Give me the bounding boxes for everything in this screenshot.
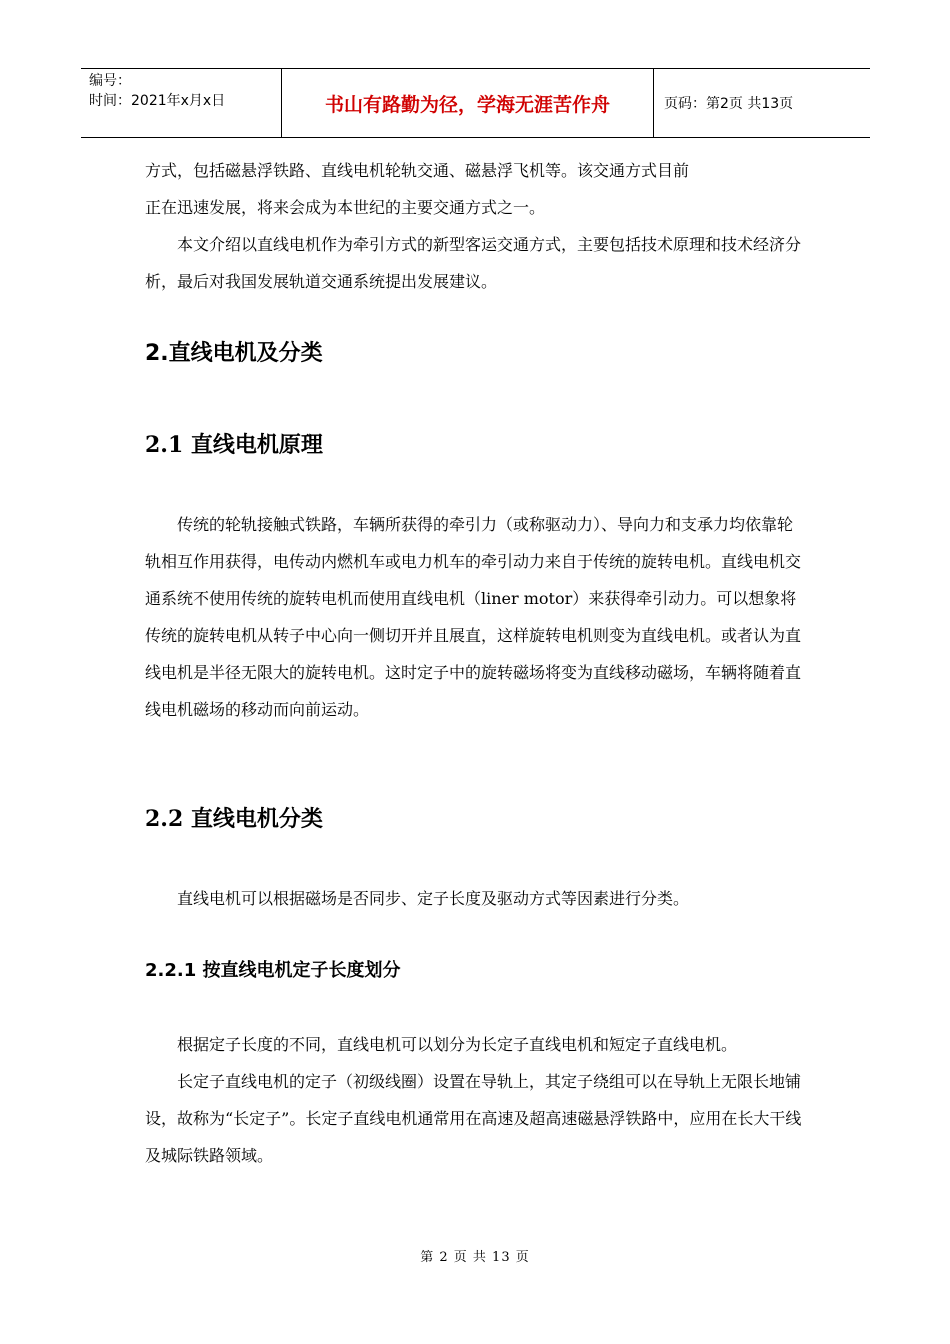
section-2-2-paragraph: 直线电机可以根据磁场是否同步、定子长度及驱动方式等因素进行分类。	[177, 889, 690, 908]
document-number-label: 编号：	[89, 73, 131, 89]
intro-paragraph-2: 本文介绍以直线电机作为牵引方式的新型客运交通方式，主要包括技术原理和技术经济分析，最后对我国发展轨道交通系统提出发展建议。	[145, 235, 802, 291]
intro-paragraph-1-line-1: 方式，包括磁悬浮铁路、直线电机轮轨交通、磁悬浮飞机等。该交通方式目前	[145, 161, 690, 180]
section-heading-2: 2.直线电机及分类	[145, 341, 323, 366]
header-page-info: 页码：第2页 共13页	[664, 96, 794, 112]
page-footer: 第 2 页 共 13 页	[420, 1250, 530, 1265]
section-2-2-heading-wrap	[145, 802, 807, 833]
section-2-2-1-paragraph-2: 长定子直线电机的定子（初级线圈）设置在导轨上，其定子绕组可以在导轨上无限长地铺设，故称为“长定子”。长定子直线电机通常用在高速及超高速磁悬浮铁路中，应用在长大干线及城际铁路领域。	[145, 1072, 802, 1165]
section-2-1-body	[145, 506, 807, 728]
section-2-2-body	[145, 880, 807, 917]
section-2-1-heading-wrap	[145, 428, 807, 459]
header-table	[81, 68, 870, 138]
header-meta-cell	[81, 69, 282, 137]
section-heading-2-2-1: 2.2.1 按直线电机定子长度划分	[145, 960, 401, 981]
intro-paragraph-1-line-2: 正在迅速发展，将来会成为本世纪的主要交通方式之一。	[145, 198, 546, 217]
section-2-2-1-paragraph-1: 根据定子长度的不同，直线电机可以划分为长定子直线电机和短定子直线电机。	[177, 1035, 738, 1054]
section-2-1-paragraph: 传统的轮轨接触式铁路，车辆所获得的牵引力（或称驱动力）、导向力和支承力均依靠轮轨相互作用获得，电传动内燃机车或电力机车的牵引动力来自于传统的旋转电机。直线电机交通系统不使用传统的旋转电机而使用直线电机（liner motor）来获得牵引动力。可以想象将传统的旋转电机从转子中心向一侧切开并且展直，这样旋转电机则变为直线电机。或者认为直线电机是半径无限大的旋转电机。这时定子中的旋转磁场将变为直线移动磁场，车辆将随着直线电机磁场的移动而向前运动。	[145, 515, 802, 719]
section-2-2-1-body	[145, 1026, 807, 1174]
header-motto: 书山有路勤为径，学海无涯苦作舟	[282, 69, 654, 137]
document-time-label: 时间：2021年x月x日	[89, 93, 226, 109]
section-2-2-1-heading-wrap	[145, 956, 807, 982]
section-heading-2-1: 2.1 直线电机原理	[145, 432, 323, 458]
section-heading-2-2: 2.2 直线电机分类	[145, 806, 323, 832]
section-2-heading-wrap	[145, 336, 807, 367]
intro-section	[145, 152, 807, 300]
